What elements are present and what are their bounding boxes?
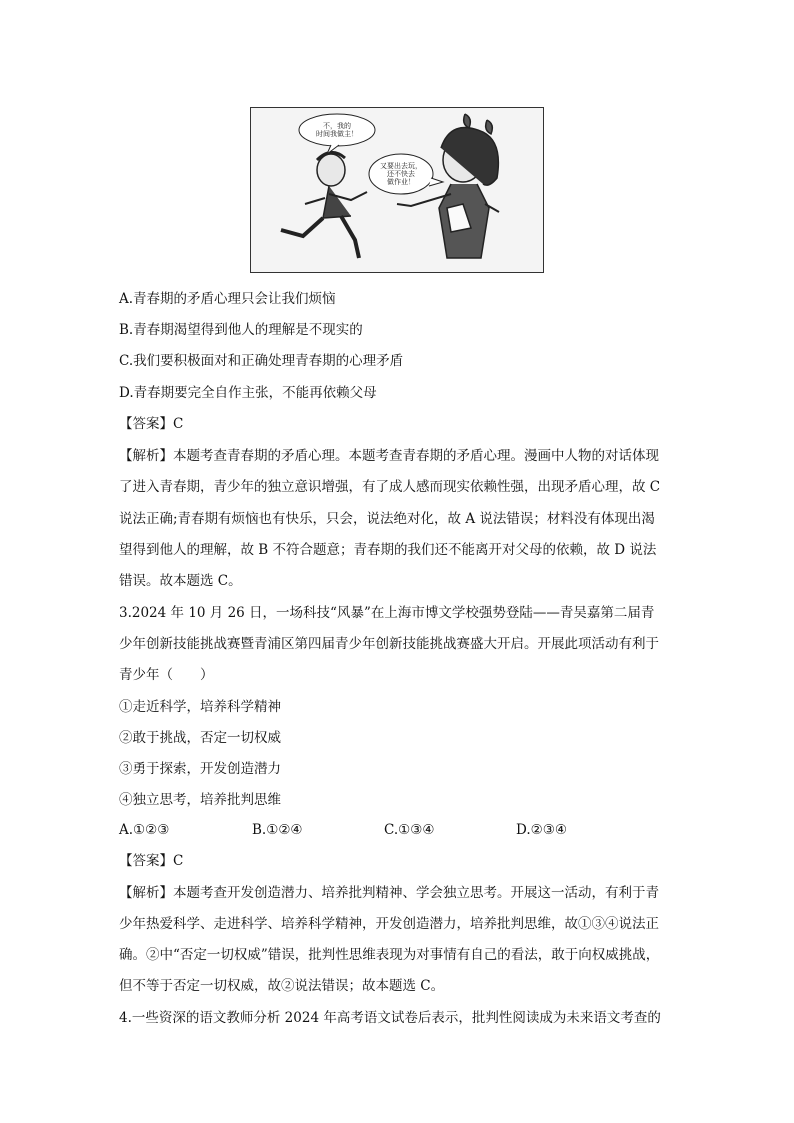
q2-option-d: D.青春期要完全自作主张，不能再依赖父母 (119, 385, 377, 401)
cartoon-bubble-left (303, 122, 371, 138)
q3-choice-d: D.②③④ (516, 822, 567, 838)
q3-stem-line: 少年创新技能挑战赛暨青浦区第四届青少年创新技能挑战赛盛大开启。开展此项活动有利于 (119, 636, 659, 652)
q3-choice-c: C.①③④ (384, 822, 435, 838)
q3-analysis-line: 确。②中“否定一切权威”错误，批判性思维表现为对事情有自己的看法，敢于向权威挑战， (119, 947, 660, 963)
q2-answer: 【答案】C (119, 416, 184, 432)
q3-stem-line: 青少年（ ） (119, 667, 214, 683)
q3-analysis-line: 但不等于否定一切权威，故②说法错误；故本题选 C。 (119, 978, 445, 994)
q2-analysis-line: 说法正确;青春期有烦恼也有快乐，只会，说法绝对化，故 A 说法错误；材料没有体现出渴 (119, 511, 655, 527)
q3-item-1: ①走近科学，培养科学精神 (119, 699, 281, 715)
q2-option-a: A.青春期的矛盾心理只会让我们烦恼 (119, 291, 336, 307)
q3-answer: 【答案】C (119, 853, 184, 869)
q3-stem-line: 3.2024 年 10 月 26 日，一场科技“风暴”在上海市博文学校强势登陆——青吴嘉第二届青 (119, 605, 655, 621)
q2-option-c: C.我们要积极面对和正确处理青春期的心理矛盾 (119, 353, 404, 369)
q4-stem-line: 4.一些资深的语文教师分析 2024 年高考语文试卷后表示，批判性阅读成为未来语文考查的 (119, 1010, 661, 1026)
q3-choice-a: A.①②③ (119, 822, 170, 838)
bubble-right-line: 做作业！ (387, 178, 415, 186)
cartoon-illustration (250, 107, 544, 273)
q3-analysis-line: 少年热爱科学、走进科学、培养科学精神，开发创造潜力，培养批判思维，故①③④说法正 (119, 916, 659, 932)
cartoon-drawing (251, 108, 544, 273)
q3-item-3: ③勇于探索，开发创造潜力 (119, 761, 281, 777)
bubble-right-line: 还不快去 (387, 170, 415, 178)
bubble-left-line: 时间我做主！ (316, 130, 358, 138)
cartoon-bubble-right (373, 162, 429, 186)
q2-analysis-line: 了进入青春期，青少年的独立意识增强，有了成人感而现实依赖性强，出现矛盾心理，故 C (119, 479, 661, 495)
q2-option-b: B.青春期渴望得到他人的理解是不现实的 (119, 322, 363, 338)
bubble-right-line: 又要出去玩， (380, 162, 422, 170)
q2-analysis-line: 【解析】本题考查青春期的矛盾心理。本题考查青春期的矛盾心理。漫画中人物的对话体现 (119, 448, 659, 464)
q3-item-2: ②敢于挑战，否定一切权威 (119, 730, 281, 746)
bubble-left-line: 不，我的 (323, 122, 351, 130)
q3-choice-b: B.①②④ (252, 822, 303, 838)
q2-analysis-line: 望得到他人的理解，故 B 不符合题意；青春期的我们还不能离开对父母的依赖，故 D 说法 (119, 542, 657, 558)
q3-item-4: ④独立思考，培养批判思维 (119, 792, 281, 808)
q3-analysis-line: 【解析】本题考查开发创造潜力、培养批判精神、学会独立思考。开展这一活动，有利于青 (119, 885, 659, 901)
q2-analysis-line: 错误。故本题选 C。 (119, 573, 242, 589)
